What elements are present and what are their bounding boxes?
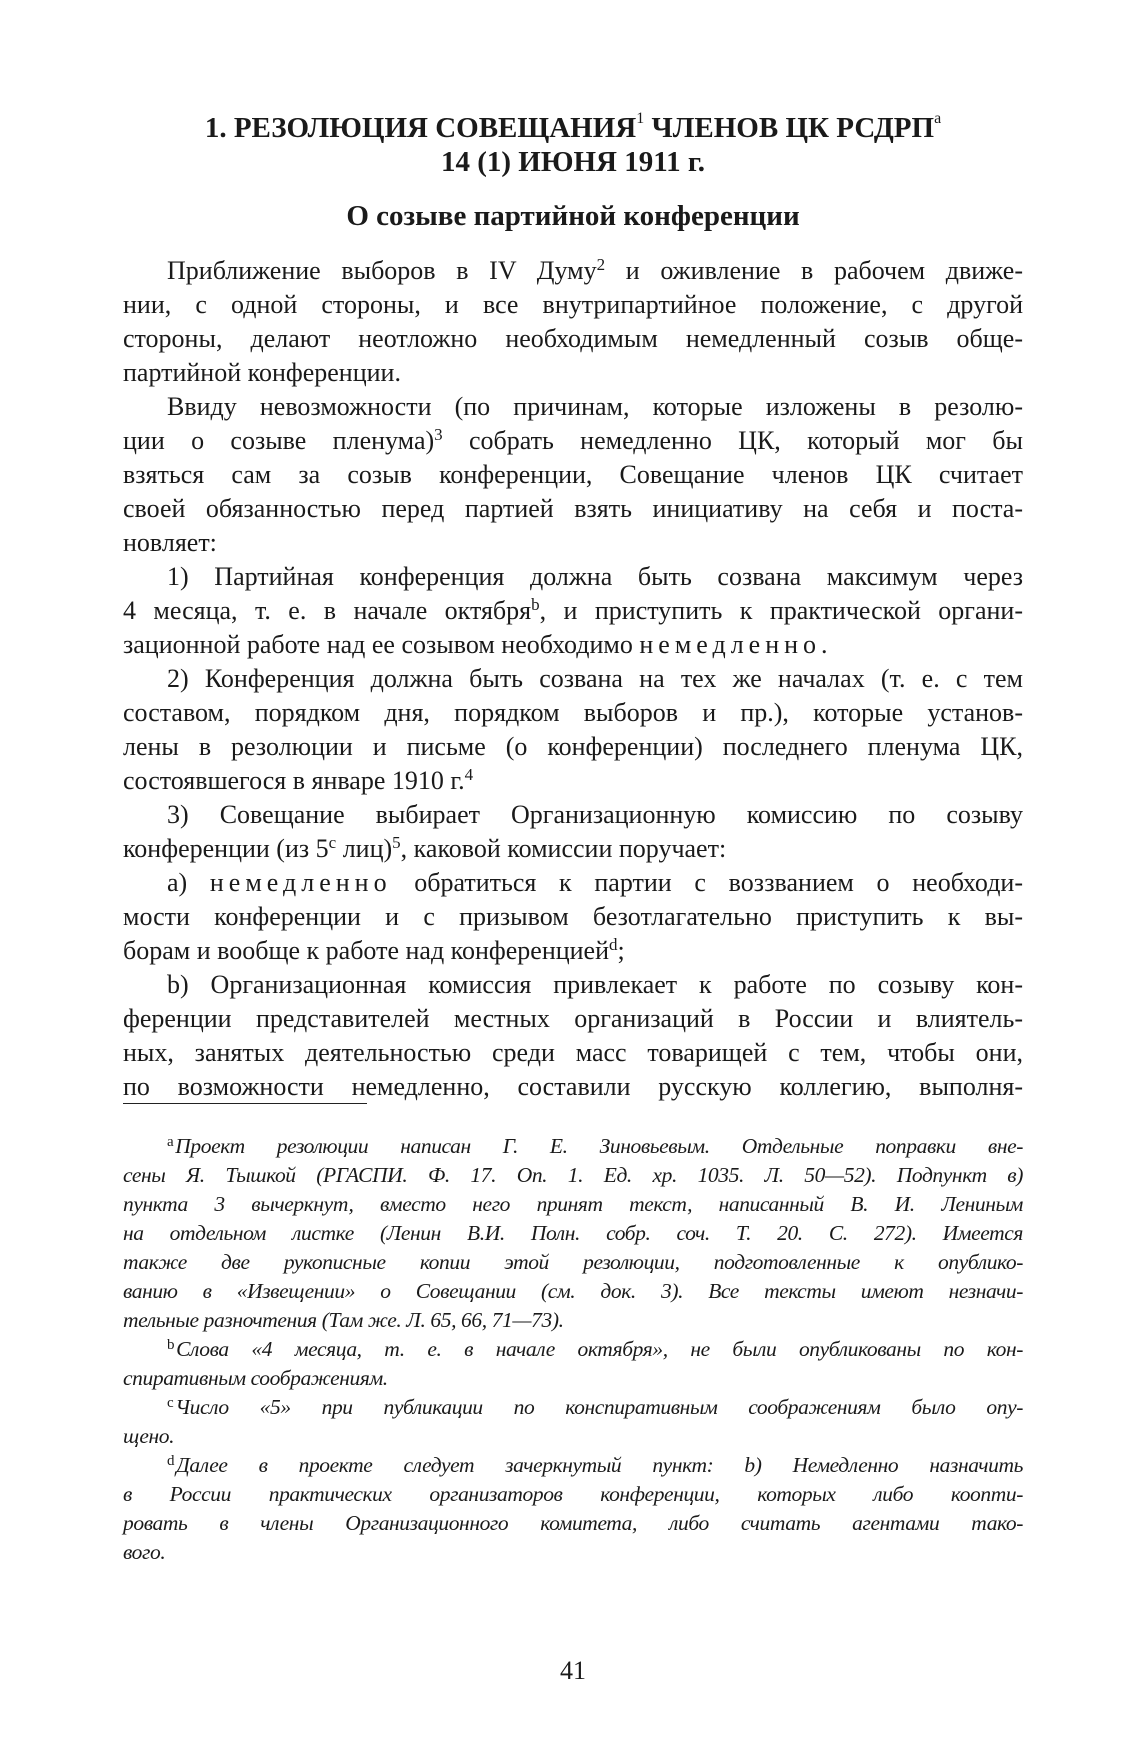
footnote-line — [123, 1422, 1023, 1451]
text-line — [123, 288, 1023, 322]
text-line — [123, 866, 1023, 900]
text-run: составом, порядком дня, порядком выборов и пр.), которые установ- — [123, 698, 1023, 727]
footnote-line — [123, 1190, 1023, 1219]
text-run: ных, занятых деятельностью среди масс товарищей с тем, чтобы они, — [123, 1038, 1023, 1067]
text-line — [123, 730, 1023, 764]
note-ref: 3 — [434, 425, 443, 444]
text-run: конференции (из 5 — [123, 834, 329, 863]
text-run: Приближение выборов в IV Думу — [167, 256, 597, 285]
text-line — [123, 390, 1023, 424]
text-run: 3) Совещание выбирает Организационную комиссию по созыву — [167, 800, 1023, 829]
footnote-line — [123, 1335, 1023, 1364]
spaced-emphasis: немедленно — [639, 630, 822, 659]
text-run: стороны, делают неотложно необходимым немедленный созыв обще- — [123, 324, 1023, 353]
text-run: тельные разночтения (Там же. Л. 65, 66, 71—73). — [123, 1308, 564, 1332]
title-text: ЧЛЕНОВ ЦК РСДРП — [644, 112, 935, 144]
footnote-line — [123, 1364, 1023, 1393]
note-ref: c — [167, 1395, 174, 1411]
footnote-ref: a — [934, 110, 942, 127]
text-line — [123, 798, 1023, 832]
text-run: Число «5» при публикации по конспиративным соображениям было опу- — [175, 1395, 1023, 1419]
text-line — [123, 594, 1023, 628]
text-run: состоявшегося в январе 1910 г. — [123, 766, 465, 795]
note-ref: b — [531, 595, 540, 614]
footnote-line — [123, 1277, 1023, 1306]
text-line — [123, 526, 1023, 560]
note-ref: 2 — [596, 255, 606, 274]
text-run: ; — [617, 936, 625, 965]
text-run: ции о созыве пленума) — [123, 426, 435, 455]
text-run: обратиться к партии с воззванием о необходи- — [391, 868, 1023, 897]
text-run: спиративным соображениям. — [123, 1366, 388, 1390]
text-run: нии, с одной стороны, и все внутрипартийное положение, с другой — [123, 290, 1023, 319]
footnotes — [123, 1132, 1023, 1567]
text-run: по возможности немедленно, составили русскую коллегию, выполня- — [123, 1072, 1023, 1101]
text-run: лены в резолюции и письме (о конференции) последнего пленума ЦК, — [123, 732, 1023, 761]
footnote-line — [123, 1480, 1023, 1509]
text-line — [123, 1002, 1023, 1036]
text-run: , и приступить к практической органи- — [539, 596, 1023, 625]
text-line — [123, 900, 1023, 934]
text-run: . — [821, 630, 828, 659]
text-run: своей обязанностью перед партией взять инициативу на себя и поста- — [123, 494, 1023, 523]
text-run: 4 месяца, т. е. в начале октября — [123, 596, 532, 625]
text-run: новляет: — [123, 528, 217, 557]
text-run: 2) Конференция должна быть созвана на тех же началах (т. е. с тем — [167, 664, 1023, 693]
note-ref: c — [328, 833, 337, 852]
document-title-line-2: 14 (1) ИЮНЯ 1911 г. — [440, 146, 706, 178]
text-run: Далее в проекте следует зачеркнутый пункт: b) Немедленно назначить — [176, 1453, 1023, 1477]
text-line — [123, 254, 1023, 288]
text-run: а) — [167, 868, 210, 897]
text-run: Ввиду невозможности (по причинам, которые изложены в резолю- — [167, 392, 1023, 421]
page-number: 41 — [560, 1656, 586, 1685]
text-run: в России практических организаторов конференции, которых либо коопти- — [123, 1482, 1023, 1506]
text-line — [123, 322, 1023, 356]
text-run: ференции представителей местных организаций в России и влиятель- — [123, 1004, 1023, 1033]
text-line — [123, 560, 1023, 594]
text-run: , каковой комиссии поручает: — [400, 834, 727, 863]
footnote-line — [123, 1393, 1023, 1422]
text-run: щено. — [123, 1424, 175, 1448]
text-run: мости конференции и с призывом безотлагательно приступить к вы- — [123, 902, 1023, 931]
text-line — [123, 628, 1023, 662]
text-run: также две рукописные копии этой резолюции, подготовленные к опублико- — [123, 1250, 1023, 1274]
text-line — [123, 968, 1023, 1002]
note-ref: a — [167, 1134, 174, 1150]
text-run: лиц) — [336, 834, 393, 863]
text-run: и оживление в рабочем движе- — [605, 256, 1024, 285]
text-run: взяться сам за созыв конференции, Совещание членов ЦК считает — [123, 460, 1023, 489]
text-line — [123, 764, 1023, 798]
text-run: партийной конференции. — [123, 358, 401, 387]
body-text — [123, 254, 1023, 1104]
text-run: сены Я. Тышкой (РГАСПИ. Ф. 17. Оп. 1. Ед. хр. 1035. Л. 50—52). Подпункт в) — [123, 1163, 1023, 1187]
footnote-line — [123, 1306, 1023, 1335]
document-title-line-1 — [0, 112, 1146, 145]
text-run: Слова «4 месяца, т. е. в начале октября», не были опубликованы по кон- — [176, 1337, 1023, 1361]
text-run: ровать в члены Организационного комитета, либо считать агентами тако- — [123, 1511, 1023, 1535]
section-subtitle: О созыве партийной конференции — [346, 200, 800, 232]
footnote-line — [123, 1248, 1023, 1277]
footnote-line — [123, 1538, 1023, 1567]
footnote-line — [123, 1132, 1023, 1161]
text-run: пункта 3 вычеркнут, вместо него принят текст, написанный В. И. Лениным — [123, 1192, 1023, 1216]
text-line — [123, 662, 1023, 696]
text-line — [123, 424, 1023, 458]
note-ref: 4 — [464, 765, 474, 784]
title-text: 1. РЕЗОЛЮЦИЯ СОВЕЩАНИЯ — [204, 112, 637, 144]
note-ref: d — [609, 935, 618, 954]
text-run: 1) Партийная конференция должна быть созвана максимум через — [167, 562, 1023, 591]
text-run: на отдельном листке (Ленин В.И. Полн. собр. соч. Т. 20. С. 272). Имеется — [123, 1221, 1023, 1245]
text-run: борам и вообще к работе над конференцией — [123, 936, 610, 965]
text-run: b) Организационная комиссия привлекает к работе по созыву кон- — [167, 970, 1023, 999]
text-line — [123, 1070, 1023, 1104]
spaced-emphasis: немедленно — [209, 868, 392, 897]
footnote-line — [123, 1161, 1023, 1190]
text-line — [123, 492, 1023, 526]
note-ref: d — [167, 1453, 175, 1469]
footnote-line — [123, 1451, 1023, 1480]
text-run: ванию в «Извещении» о Совещании (см. док. 3). Все тексты имеют незначи- — [123, 1279, 1023, 1303]
text-line — [123, 696, 1023, 730]
text-run: собрать немедленно ЦК, который мог бы — [442, 426, 1023, 455]
text-run: Проект резолюции написан Г. Е. Зиновьевым. Отдельные поправки вне- — [175, 1134, 1023, 1158]
note-ref: 5 — [392, 833, 401, 852]
text-run: вого. — [123, 1540, 166, 1564]
text-line — [123, 1036, 1023, 1070]
text-line — [123, 934, 1023, 968]
text-line — [123, 458, 1023, 492]
text-line — [123, 356, 1023, 390]
endnote-ref: 1 — [636, 110, 645, 127]
text-run: зационной работе над ее созывом необходимо — [123, 630, 640, 659]
footnote-separator — [123, 1103, 367, 1104]
footnote-line — [123, 1219, 1023, 1248]
note-ref: b — [167, 1337, 175, 1353]
text-line — [123, 832, 1023, 866]
footnote-line — [123, 1509, 1023, 1538]
